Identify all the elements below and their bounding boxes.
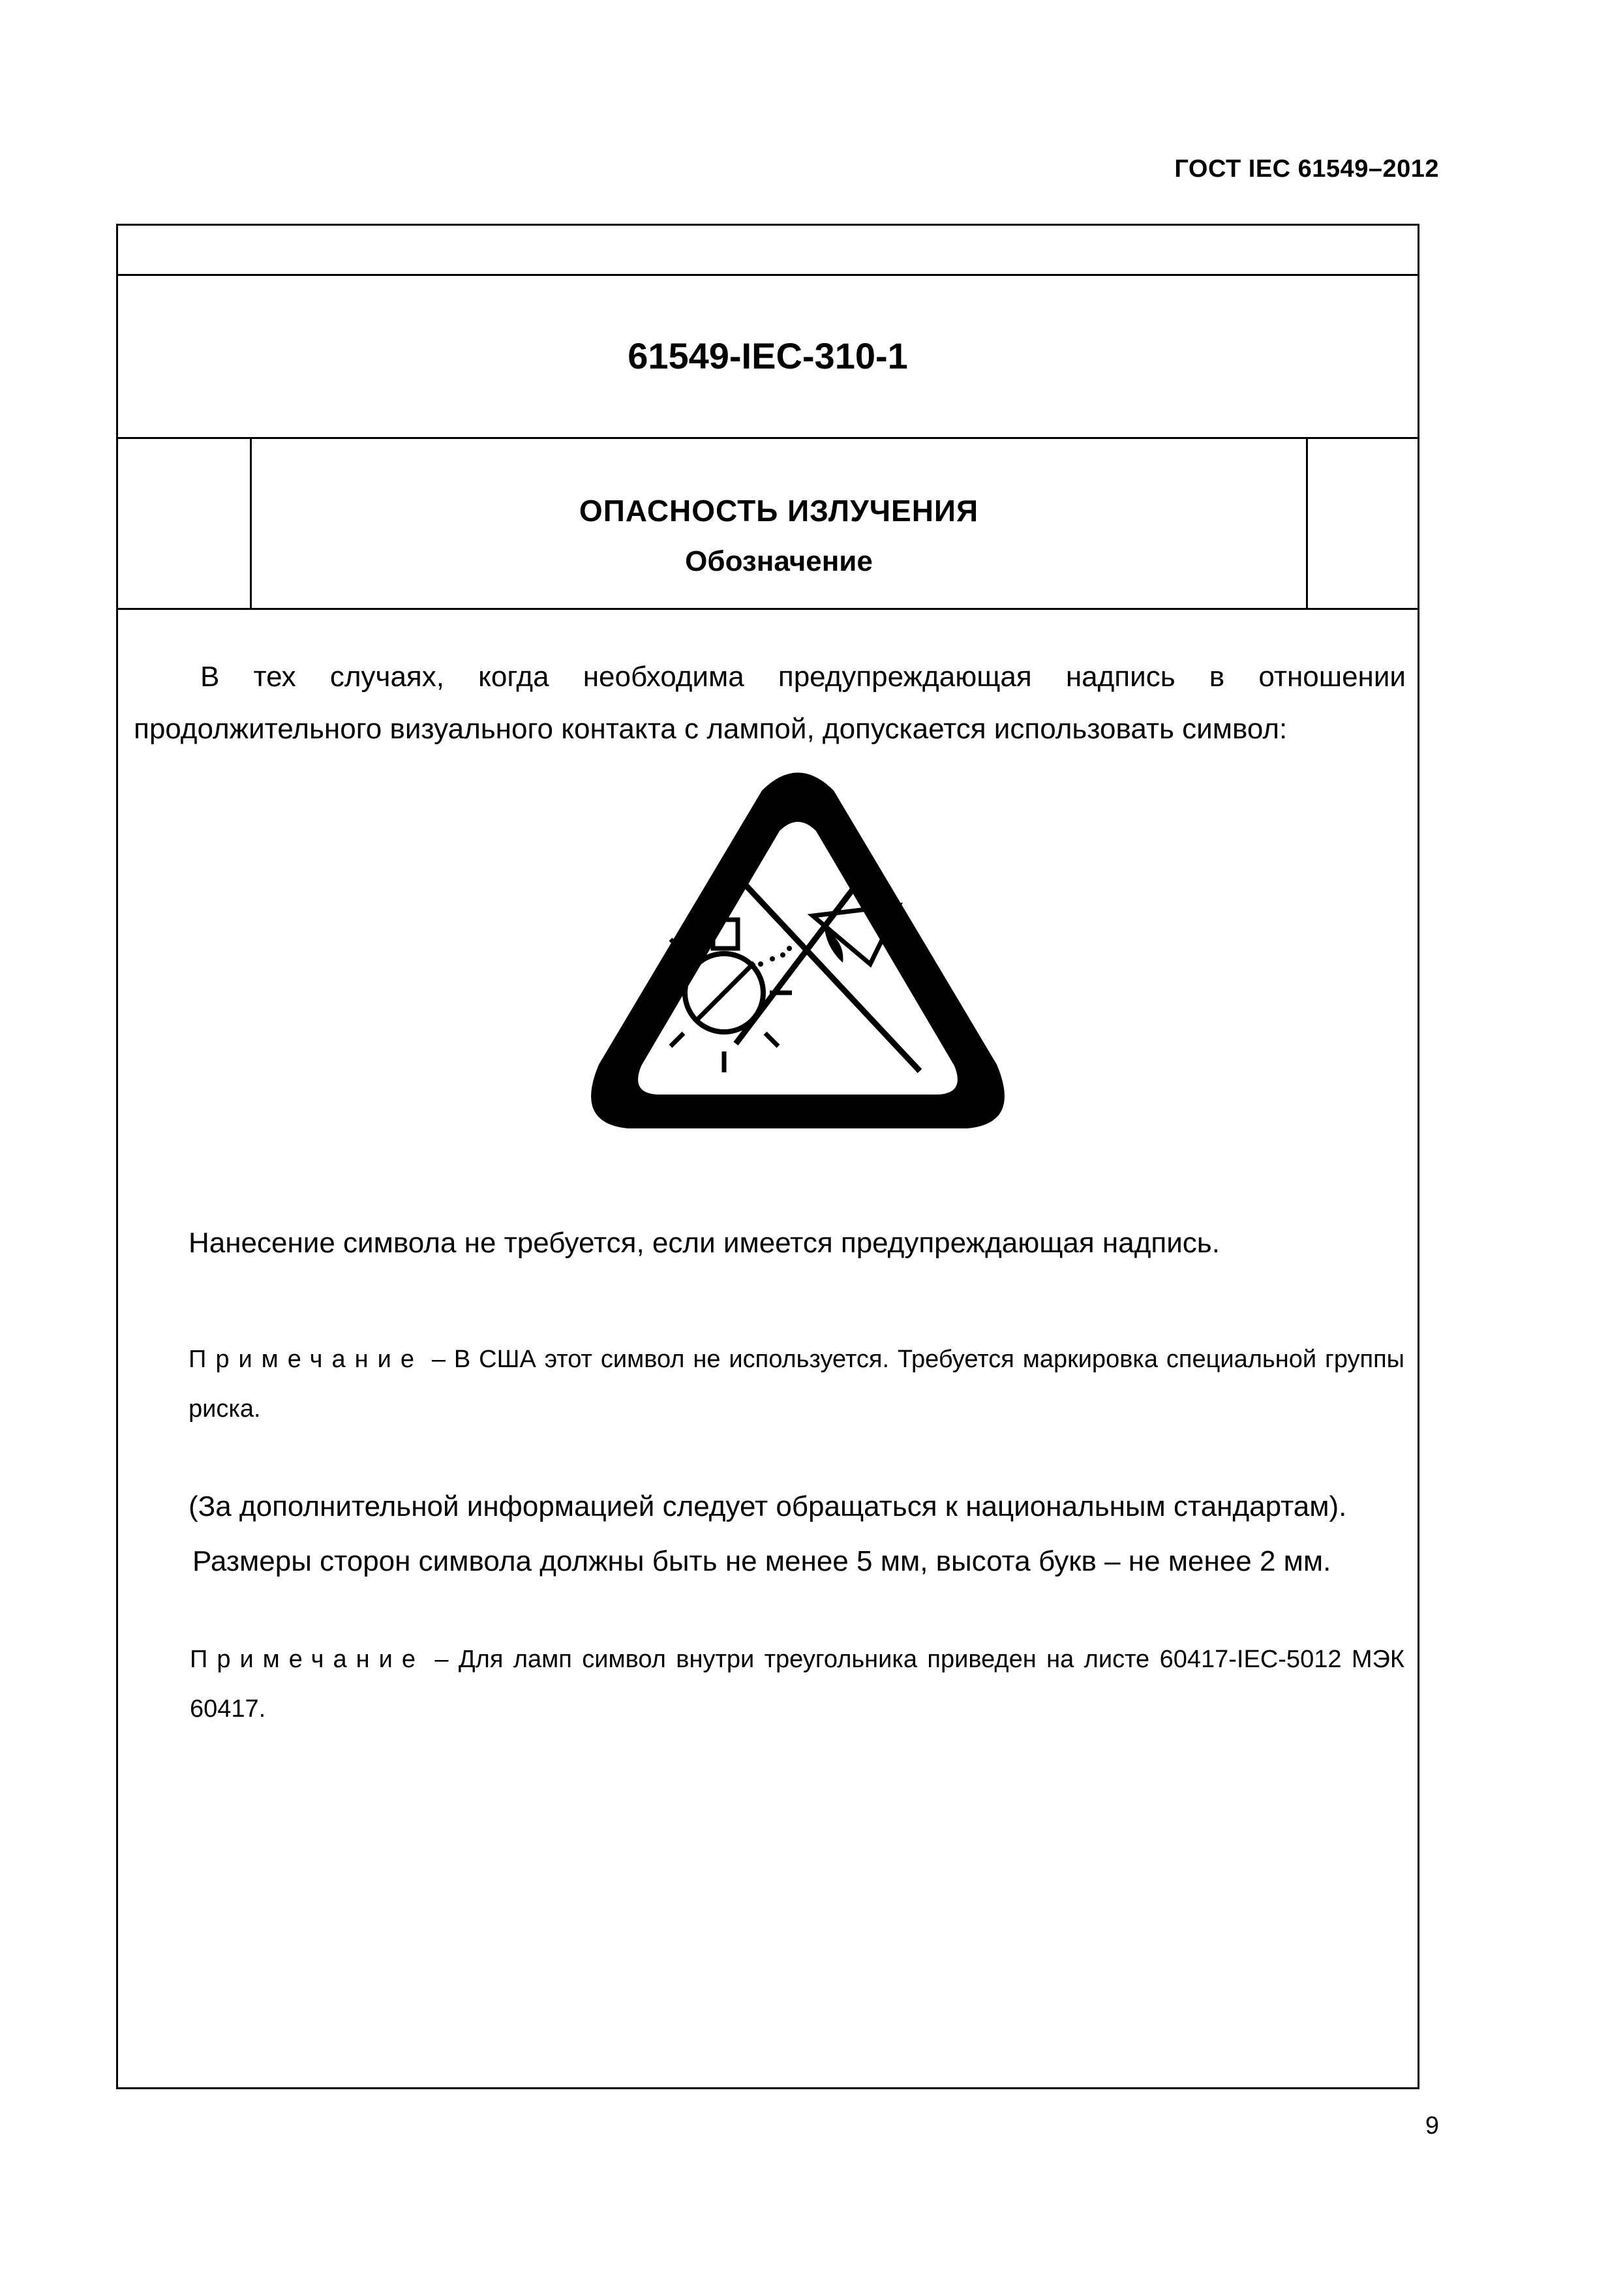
note-label: Примечание [189, 1346, 423, 1373]
note-text: – В США этот символ не используется. Требуется маркировка специальной группы риска. [189, 1346, 1404, 1423]
note-text: – Для ламп символ внутри треугольника приведен на листе 60417-IEC-5012 МЭК 60417. [190, 1646, 1404, 1723]
page-number: 9 [1425, 2112, 1439, 2139]
title-right-cell [1306, 437, 1418, 608]
radiation-hazard-triangle-icon [586, 771, 1010, 1156]
top-strip [118, 226, 1418, 276]
sheet-subtitle: Обозначение [685, 545, 873, 577]
note-lamps [190, 1635, 1404, 1734]
paragraph-symbol-not-required: Нанесение символа не требуется, если имеется предупреждающая надпись. [189, 1227, 1220, 1259]
intro-paragraph: В тех случаях, когда необходима предупреждающая надпись в отношении продолжительного визуального контакта с лампой, допускается использовать символ: [134, 661, 1406, 745]
sheet-number-row [118, 274, 1418, 439]
note-usa [189, 1335, 1404, 1434]
paragraph-symbol-dimensions: Размеры сторон символа должны быть не менее 5 мм, высота букв – не менее 2 мм. [192, 1545, 1331, 1577]
note-label: Примечание [190, 1646, 425, 1673]
data-sheet-frame [116, 224, 1419, 2089]
title-row [118, 437, 1418, 610]
sheet-number: 61549-IEC-310-1 [628, 335, 908, 376]
sheet-title: ОПАСНОСТЬ ИЗЛУЧЕНИЯ [579, 494, 979, 528]
title-left-cell [118, 437, 252, 608]
paragraph-national-standards: (За дополнительной информацией следует обращаться к национальным стандартам). [189, 1490, 1347, 1522]
standard-code: ГОСТ IEC 61549–2012 [1174, 155, 1439, 183]
